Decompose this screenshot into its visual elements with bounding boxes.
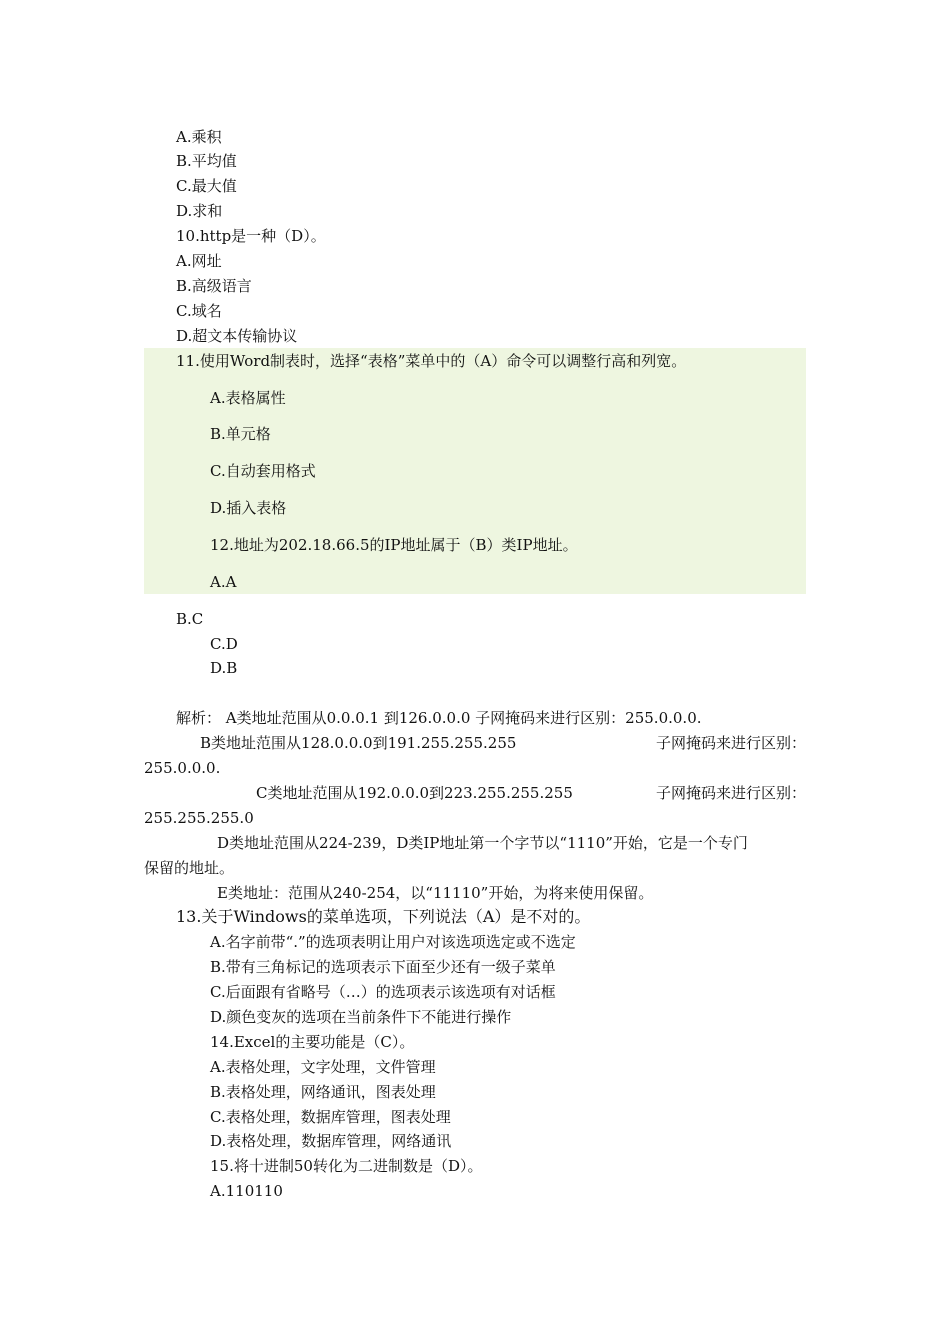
q12-option-b: B.C [176, 610, 204, 628]
analysis-c-left: C类地址范围从192.0.0.0到223.255.255.255 [256, 784, 573, 802]
analysis-e-class: E类地址：范围从240-254，以“11110”开始，为将来使用保留。 [217, 884, 654, 902]
q10-option-c: C.域名 [176, 302, 222, 320]
q10-question: 10.http是一种（D）。 [176, 227, 326, 245]
analysis-b-mask: 255.0.0.0. [144, 759, 221, 777]
q12-option-d: D.B [210, 659, 238, 677]
analysis-c-class [256, 783, 806, 803]
analysis-c-mask: 255.255.255.0 [144, 809, 254, 827]
q14-option-a: A.表格处理，文字处理，文件管理 [210, 1058, 436, 1076]
analysis-b-right: 子网掩码来进行区别： [655, 734, 806, 752]
q11-option-c: C.自动套用格式 [210, 462, 316, 480]
analysis-a-class: 解析： A类地址范围从0.0.0.1 到126.0.0.0 子网掩码来进行区别：255.0.0.0. [176, 709, 702, 727]
q14-question: 14.Excel的主要功能是（C）。 [210, 1033, 415, 1051]
q14-option-c: C.表格处理，数据库管理，图表处理 [210, 1108, 451, 1126]
q10-option-d: D.超文本传输协议 [176, 327, 298, 345]
q13-question: 13.关于Windows的菜单选项，下列说法（A）是不对的。 [176, 907, 591, 926]
q9-option-b: B.平均值 [176, 152, 237, 170]
analysis-d-class-2: 保留的地址。 [144, 859, 235, 877]
analysis-b-class [200, 733, 806, 753]
analysis-d-class-1: D类地址范围从224-239，D类IP地址第一个字节以“1110”开始，它是一个专门 [217, 834, 748, 852]
analysis-b-left: B类地址范围从128.0.0.0到191.255.255.255 [200, 734, 517, 752]
q11-option-d: D.插入表格 [210, 499, 287, 517]
q10-option-b: B.高级语言 [176, 277, 252, 295]
q11-question: 11.使用Word制表时，选择“表格”菜单中的（A）命令可以调整行高和列宽。 [176, 352, 687, 370]
q14-option-d: D.表格处理，数据库管理，网络通讯 [210, 1132, 452, 1150]
q15-question: 15.将十进制50转化为二进制数是（D）。 [210, 1157, 483, 1175]
q12-question: 12.地址为202.18.66.5的IP地址属于（B）类IP地址。 [210, 536, 578, 554]
q13-option-b: B.带有三角标记的选项表示下面至少还有一级子菜单 [210, 958, 556, 976]
q13-option-c: C.后面跟有省略号（…）的选项表示该选项有对话框 [210, 983, 556, 1001]
q12-option-c: C.D [210, 635, 238, 653]
q9-option-a: A.乘积 [176, 128, 222, 146]
q10-option-a: A.网址 [176, 252, 222, 270]
q11-option-a: A.表格属性 [210, 389, 286, 407]
q15-option-a: A.110110 [210, 1182, 283, 1200]
analysis-c-right: 子网掩码来进行区别： [655, 784, 806, 802]
q13-option-a: A.名字前带“.”的选项表明让用户对该选项选定或不选定 [210, 933, 576, 951]
q12-option-a: A.A [210, 573, 237, 591]
q14-option-b: B.表格处理，网络通讯，图表处理 [210, 1083, 436, 1101]
q11-option-b: B.单元格 [210, 425, 271, 443]
q9-option-c: C.最大值 [176, 177, 237, 195]
q9-option-d: D.求和 [176, 202, 223, 220]
q13-option-d: D.颜色变灰的选项在当前条件下不能进行操作 [210, 1008, 512, 1026]
